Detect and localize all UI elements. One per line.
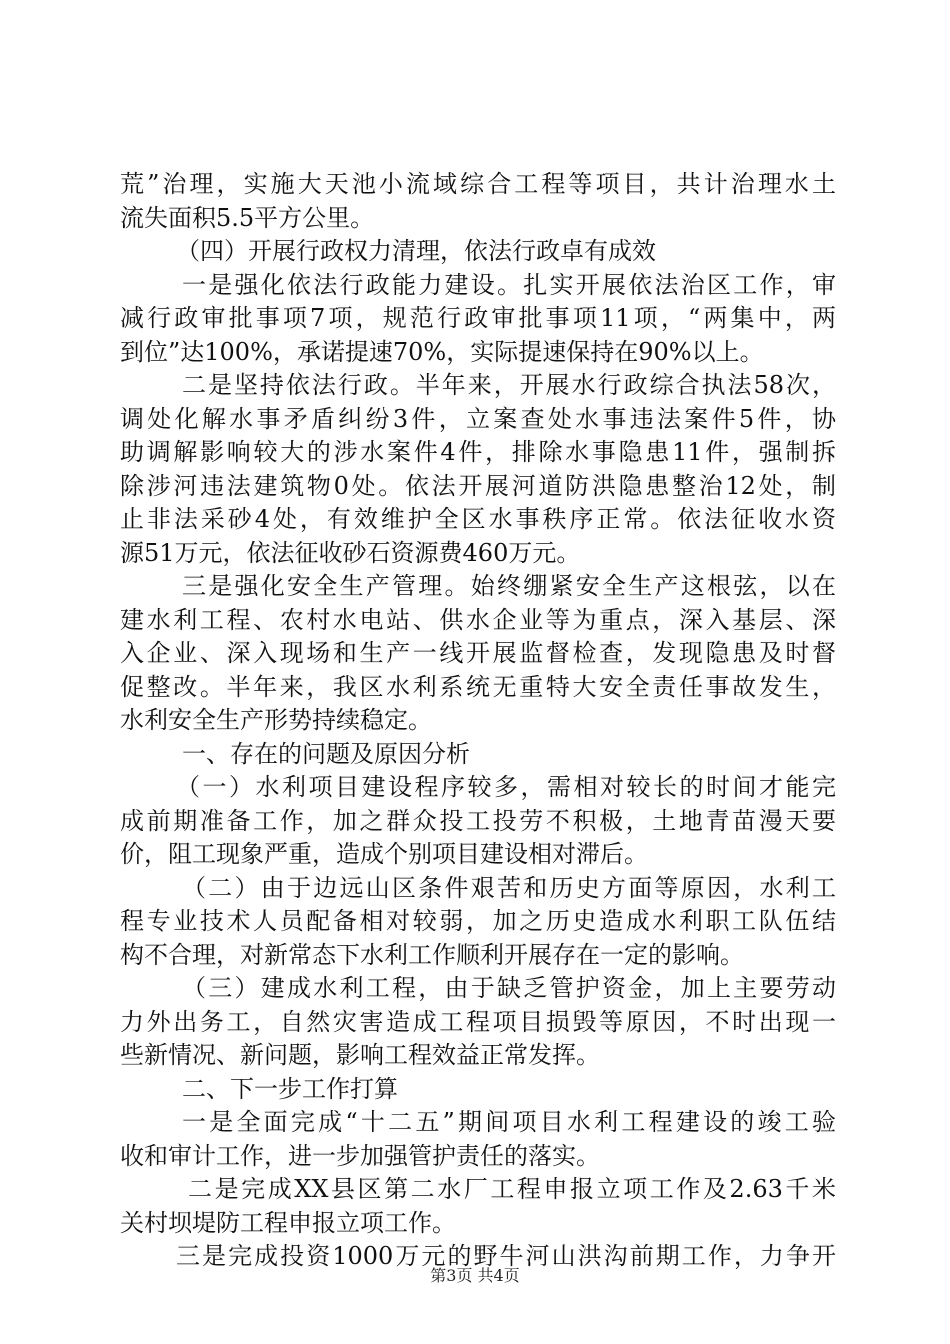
text-line: 二、下一步工作打算: [182, 1074, 398, 1103]
text-line: 关村坝堤防工程申报立项工作。: [120, 1208, 456, 1237]
text-line: 三是强化安全生产管理。始终绷紧安全生产这根弦，以在: [182, 572, 836, 600]
text-line: 构不合理，对新常态下水利工作顺利开展存在一定的影响。: [120, 940, 744, 969]
text-line: 一、存在的问题及原因分析: [182, 739, 470, 768]
text-line: 价，阻工现象严重，造成个别项目建设相对滞后。: [120, 840, 648, 868]
text-line: （二）由于边远山区条件艰苦和历史方面等原因，水利工: [182, 873, 836, 902]
text-line: （四）开展行政权力清理，依法行政卓有成效: [176, 237, 656, 265]
text-line: 些新情况、新问题，影响工程效益正常发挥。: [120, 1041, 600, 1069]
text-line: （一）水利项目建设程序较多，需相对较长的时间才能完: [176, 773, 836, 801]
text-line: 一是强化依法行政能力建设。扎实开展依法治区工作，审: [182, 270, 836, 299]
page-footer: 第3页 共4页: [430, 1266, 520, 1285]
text-line: 二是坚持依法行政。半年来，开展水行政综合执法58次，: [182, 371, 836, 399]
text-line: 荒”治理，实施大天池小流域综合工程等项目，共计治理水土: [120, 170, 836, 198]
text-line: 调处化解水事矛盾纠纷3件，立案查处水事违法案件5件，协: [120, 404, 836, 433]
text-line: 助调解影响较大的涉水案件4件，排除水事隐患11件，强制拆: [120, 438, 836, 466]
text-line: 到位”达100%，承诺提速70%，实际提速保持在90%以上。: [120, 337, 764, 366]
text-line: 力外出务工，自然灾害造成工程项目损毁等原因，不时出现一: [120, 1007, 836, 1036]
text-line: 二是完成XX县区第二水厂工程申报立项工作及2.63千米: [188, 1175, 836, 1203]
text-line: 入企业、深入现场和生产一线开展监督检查，发现隐患及时督: [120, 639, 836, 667]
text-line: 流失面积5.5平方公里。: [120, 203, 375, 232]
text-line: 促整改。半年来，我区水利系统无重特大安全责任事故发生，: [120, 672, 836, 701]
text-line: （三）建成水利工程，由于缺乏管护资金，加上主要劳动: [182, 974, 836, 1002]
text-line: 成前期准备工作，加之群众投工投劳不积极，土地青苗漫天要: [120, 806, 836, 835]
text-line: 源51万元，依法征收砂石资源费460万元。: [120, 538, 581, 567]
text-line: 一是全面完成“十二五”期间项目水利工程建设的竣工验: [182, 1108, 836, 1136]
document-body: [120, 168, 836, 1274]
text-line: 程专业技术人员配备相对较弱，加之历史造成水利职工队伍结: [120, 907, 836, 935]
text-line: 水利安全生产形势持续稳定。: [120, 706, 432, 734]
text-line: 建水利工程、农村水电站、供水企业等为重点，深入基层、深: [120, 605, 836, 634]
text-line: 三是完成投资1000万元的野牛河山洪沟前期工作，力争开: [176, 1242, 836, 1270]
text-line: 收和审计工作，进一步加强管护责任的落实。: [120, 1141, 600, 1170]
text-line: 除涉河违法建筑物0处。依法开展河道防洪隐患整治12处，制: [120, 471, 836, 500]
text-line: 减行政审批事项7项，规范行政审批事项11项，“两集中，两: [120, 304, 836, 332]
text-line: 止非法采砂4处，有效维护全区水事秩序正常。依法征收水资: [120, 505, 836, 533]
